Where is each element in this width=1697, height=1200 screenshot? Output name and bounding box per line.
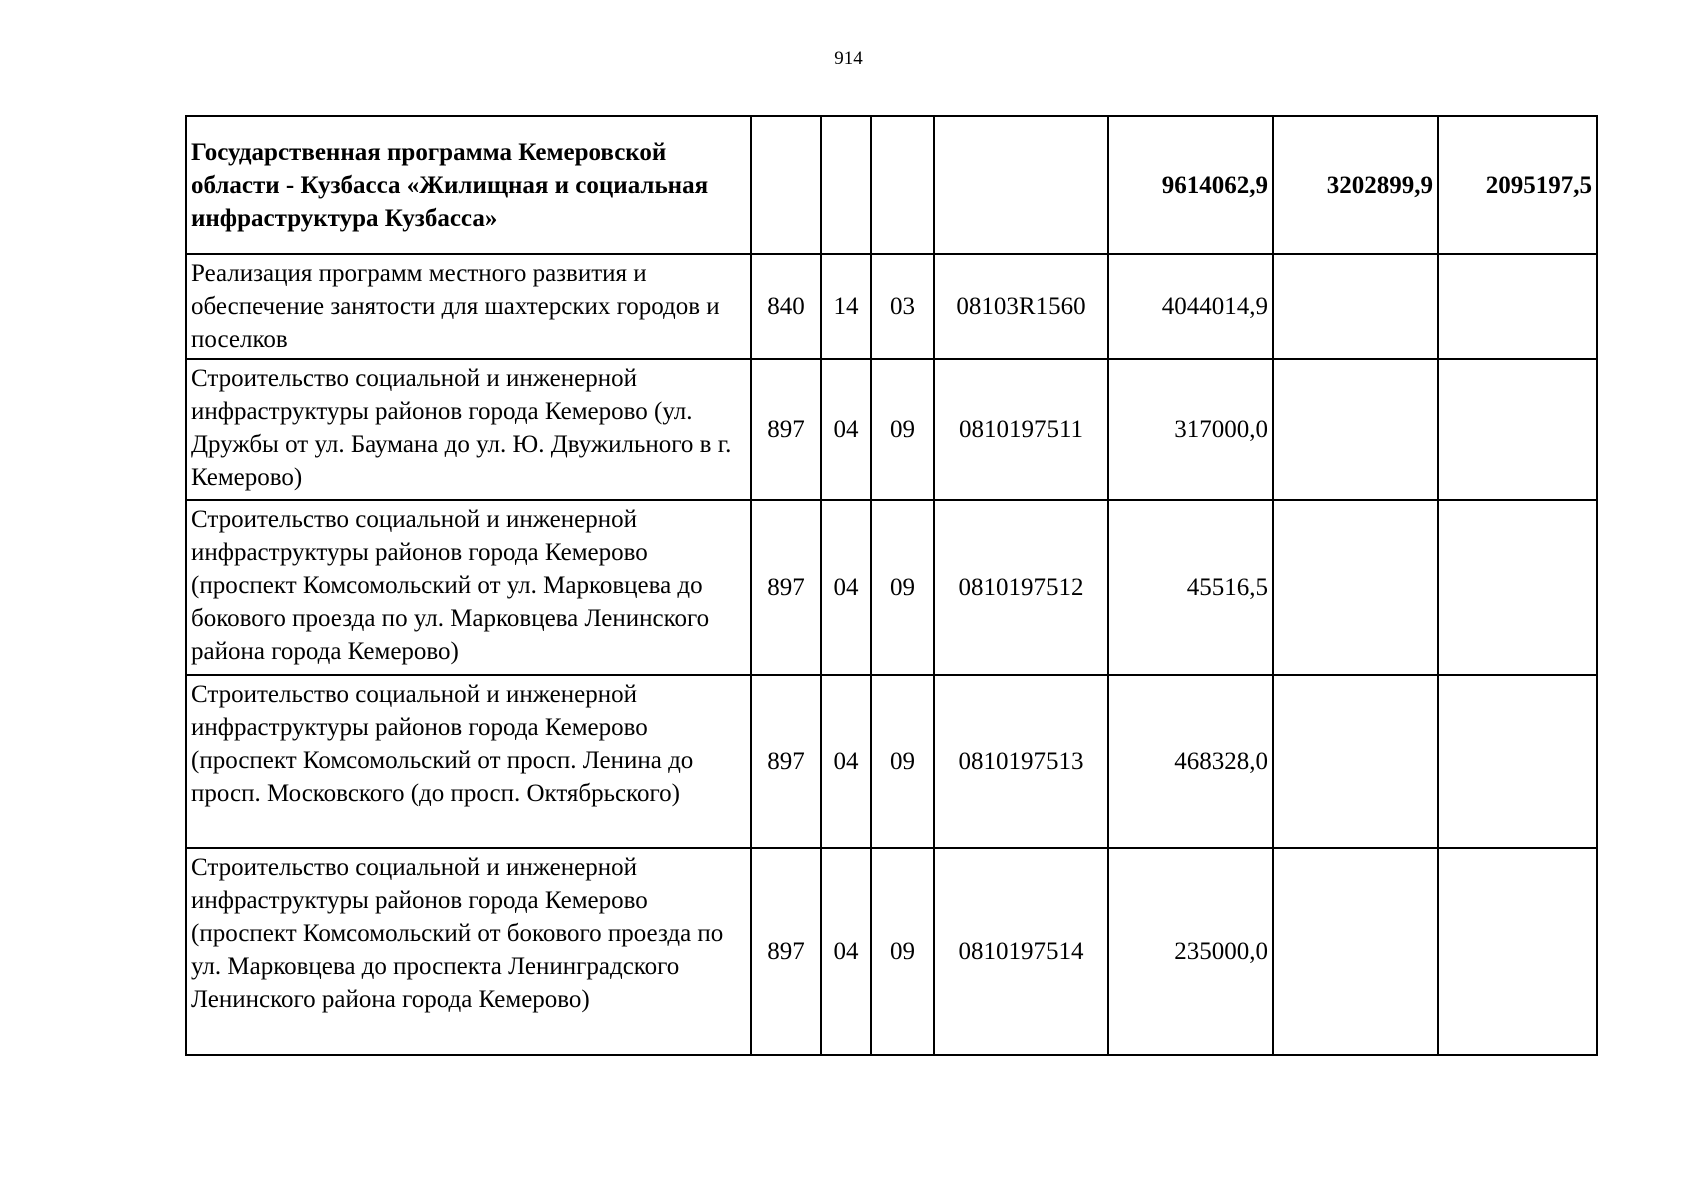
sum3-cell bbox=[1438, 675, 1597, 848]
rz-cell: 04 bbox=[821, 675, 871, 848]
csr-cell bbox=[934, 116, 1108, 254]
sum2-cell: 3202899,9 bbox=[1273, 116, 1438, 254]
ved-cell: 897 bbox=[751, 500, 821, 675]
pr-cell: 09 bbox=[871, 848, 934, 1055]
sum3-cell bbox=[1438, 848, 1597, 1055]
sum1-cell: 235000,0 bbox=[1108, 848, 1273, 1055]
sum2-cell bbox=[1273, 848, 1438, 1055]
table-row bbox=[186, 359, 1597, 500]
sum2-cell bbox=[1273, 500, 1438, 675]
row-name-cell: Строительство социальной и инженерной инфраструктуры районов города Кемерово (проспект Комсомольский от бокового проезда по ул. Марковцева до проспекта Ленинградского Ленинского района города Кемерово) bbox=[186, 848, 751, 1055]
sum1-cell: 45516,5 bbox=[1108, 500, 1273, 675]
csr-cell: 0810197512 bbox=[934, 500, 1108, 675]
pr-cell: 09 bbox=[871, 359, 934, 500]
sum2-cell bbox=[1273, 675, 1438, 848]
sum1-cell: 468328,0 bbox=[1108, 675, 1273, 848]
row-name-cell: Строительство социальной и инженерной инфраструктуры районов города Кемерово (проспект Комсомольский от ул. Марковцева до бокового проезда по ул. Марковцева Ленинского района города Кемерово) bbox=[186, 500, 751, 675]
sum2-cell bbox=[1273, 254, 1438, 359]
sum1-cell: 9614062,9 bbox=[1108, 116, 1273, 254]
csr-cell: 0810197513 bbox=[934, 675, 1108, 848]
ved-cell: 897 bbox=[751, 675, 821, 848]
table-row bbox=[186, 254, 1597, 359]
table-row bbox=[186, 675, 1597, 848]
rz-cell: 04 bbox=[821, 848, 871, 1055]
sum3-cell: 2095197,5 bbox=[1438, 116, 1597, 254]
row-name-cell: Государственная программа Кемеровской области - Кузбасса «Жилищная и социальная инфраструктура Кузбасса» bbox=[186, 116, 751, 254]
table-row bbox=[186, 500, 1597, 675]
row-name-cell: Строительство социальной и инженерной инфраструктуры районов города Кемерово (проспект Комсомольский от просп. Ленина до просп. Московского (до просп. Октябрьского) bbox=[186, 675, 751, 848]
budget-table bbox=[185, 115, 1598, 1056]
sum1-cell: 317000,0 bbox=[1108, 359, 1273, 500]
rz-cell: 14 bbox=[821, 254, 871, 359]
pr-cell: 09 bbox=[871, 500, 934, 675]
ved-cell: 897 bbox=[751, 848, 821, 1055]
sum3-cell bbox=[1438, 359, 1597, 500]
page-number: 914 bbox=[834, 48, 863, 69]
rz-cell bbox=[821, 116, 871, 254]
ved-cell: 897 bbox=[751, 359, 821, 500]
ved-cell bbox=[751, 116, 821, 254]
ved-cell: 840 bbox=[751, 254, 821, 359]
csr-cell: 0810197511 bbox=[934, 359, 1108, 500]
csr-cell: 08103R1560 bbox=[934, 254, 1108, 359]
row-name-cell: Реализация программ местного развития и обеспечение занятости для шахтерских городов и поселков bbox=[186, 254, 751, 359]
rz-cell: 04 bbox=[821, 359, 871, 500]
table-row bbox=[186, 116, 1597, 254]
sum2-cell bbox=[1273, 359, 1438, 500]
table-row bbox=[186, 848, 1597, 1055]
sum1-cell: 4044014,9 bbox=[1108, 254, 1273, 359]
sum3-cell bbox=[1438, 500, 1597, 675]
rz-cell: 04 bbox=[821, 500, 871, 675]
csr-cell: 0810197514 bbox=[934, 848, 1108, 1055]
pr-cell bbox=[871, 116, 934, 254]
pr-cell: 03 bbox=[871, 254, 934, 359]
sum3-cell bbox=[1438, 254, 1597, 359]
row-name-cell: Строительство социальной и инженерной инфраструктуры районов города Кемерово (ул. Дружбы от ул. Баумана до ул. Ю. Двужильного в г. Кемерово) bbox=[186, 359, 751, 500]
pr-cell: 09 bbox=[871, 675, 934, 848]
